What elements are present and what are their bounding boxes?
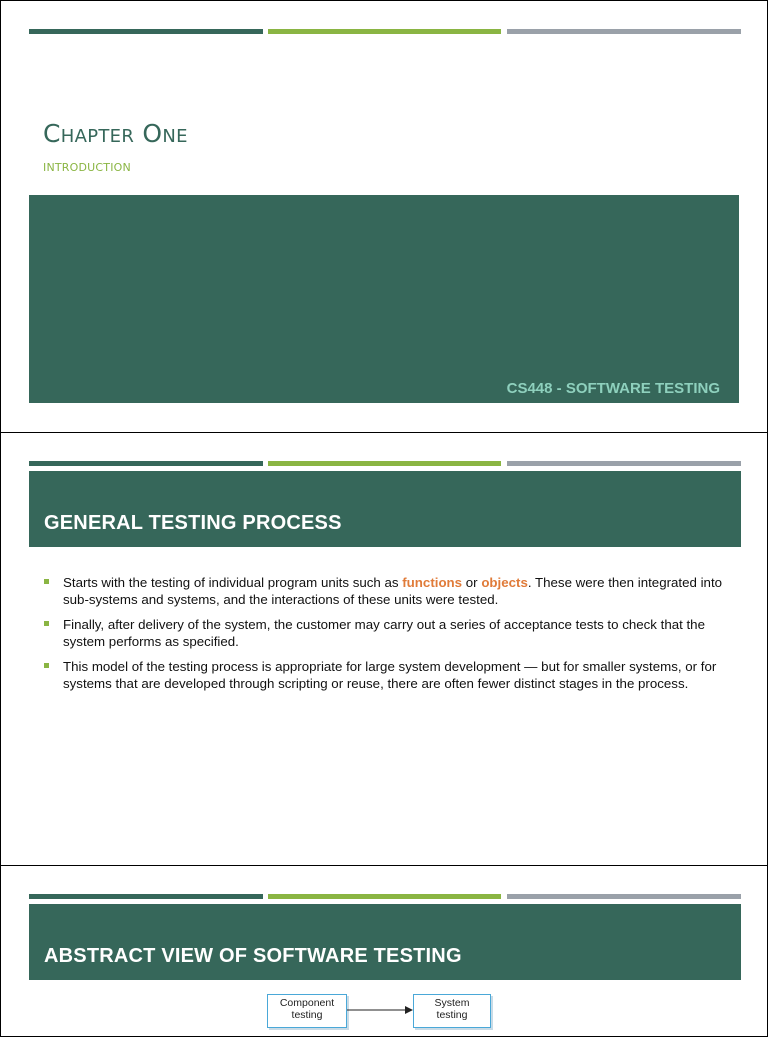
arrow-right-icon xyxy=(347,1004,413,1016)
system-testing-box xyxy=(413,994,491,1028)
accent-bar-dark-green xyxy=(29,29,263,34)
box-label: testing xyxy=(291,1009,323,1021)
box-label: Component xyxy=(279,997,335,1009)
bullet-text: or xyxy=(462,575,482,590)
accent-bar-gray xyxy=(507,461,741,466)
bullet-square-icon xyxy=(44,663,49,668)
bullet-list xyxy=(44,574,724,700)
bullet-text: Finally, after delivery of the system, the customer may carry out a series of acceptance tests to check that the system performs as specified. xyxy=(63,617,705,649)
testing-diagram xyxy=(1,866,767,1036)
bullet-item xyxy=(44,616,724,650)
bullet-text: This model of the testing process is appropriate for large system development — but for smaller systems, or for systems that are developed through scripting or reuse, there are often fewer distinct stages in the process. xyxy=(63,659,717,691)
bullet-item xyxy=(44,574,724,608)
accent-bar-gray xyxy=(507,29,741,34)
bullet-text: . These were then integrated into sub-systems and systems, and the interactions of these units were tested. xyxy=(63,575,723,607)
slide-general-testing xyxy=(0,432,768,866)
highlight-term: functions xyxy=(402,575,463,590)
slide-heading: GENERAL TESTING PROCESS xyxy=(44,512,342,534)
slide-abstract-view xyxy=(0,865,768,1037)
course-label: CS448 - SOFTWARE TESTING xyxy=(506,380,720,397)
slide-heading: ABSTRACT VIEW OF SOFTWARE TESTING xyxy=(44,945,462,967)
title-panel xyxy=(29,195,739,403)
box-label: testing xyxy=(436,1009,468,1021)
accent-bar-light-green xyxy=(268,29,501,34)
bullet-square-icon xyxy=(44,621,49,626)
highlight-term: objects xyxy=(481,575,528,590)
accent-bar-light-green xyxy=(268,461,501,466)
bullet-text: Starts with the testing of individual program units such as xyxy=(63,575,403,590)
component-testing-box xyxy=(267,994,347,1028)
slide-heading-band xyxy=(29,471,741,547)
accent-bars xyxy=(29,29,741,34)
bullet-item xyxy=(44,658,724,692)
chapter-title: Chapter One xyxy=(43,119,188,148)
slide-title xyxy=(0,0,768,433)
box-label: System xyxy=(434,997,470,1009)
chapter-subtitle: INTRODUCTION xyxy=(43,161,131,174)
accent-bars xyxy=(29,461,741,466)
accent-bar-dark-green xyxy=(29,461,263,466)
bullet-square-icon xyxy=(44,579,49,584)
